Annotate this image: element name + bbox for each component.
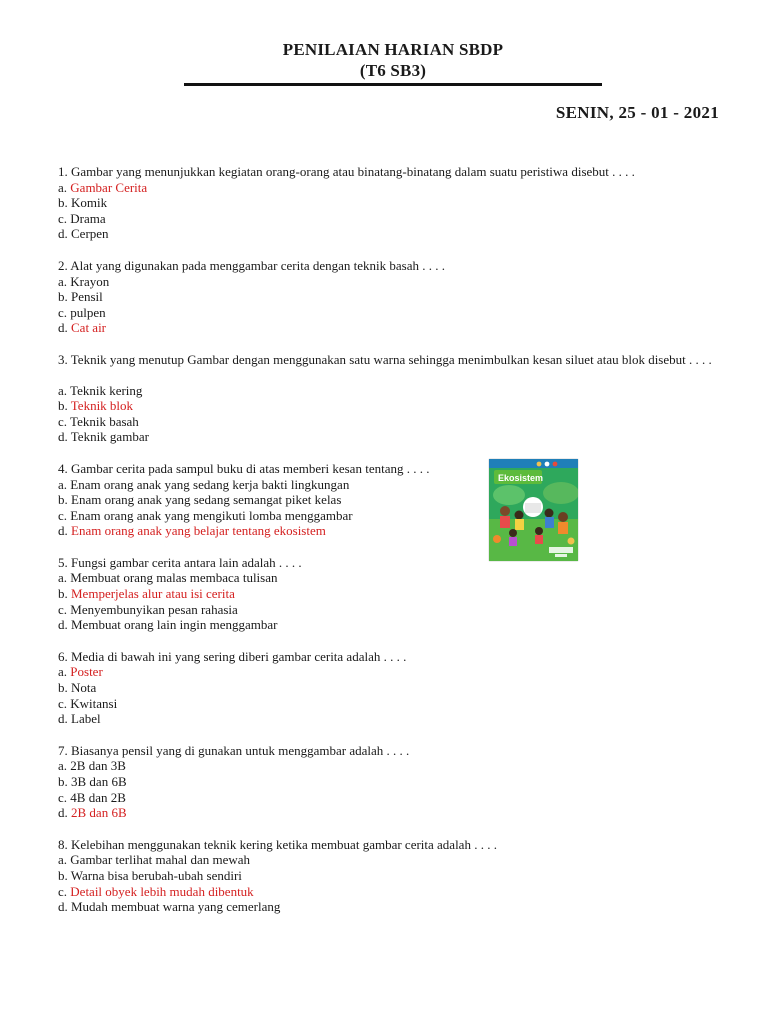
option-text: Cerpen <box>71 226 109 242</box>
answer-option <box>58 696 738 712</box>
option-text: Cat air <box>71 320 107 336</box>
option-letter: d. <box>58 226 71 242</box>
document-title: PENILAIAN HARIAN SBDP <box>282 40 504 59</box>
answer-option-correct <box>58 523 738 539</box>
answer-option <box>58 899 738 915</box>
option-letter: b. <box>58 586 71 602</box>
option-text: Pensil <box>71 289 103 305</box>
answer-option <box>58 570 738 586</box>
option-text: pulpen <box>70 304 106 320</box>
question-stem: 7. Biasanya pensil yang di gunakan untuk menggambar adalah . . . . <box>58 742 410 758</box>
answer-option <box>58 680 738 696</box>
answer-option <box>58 758 738 774</box>
question-list <box>58 164 738 931</box>
option-letter: b. <box>58 398 71 414</box>
option-letter: a. <box>58 852 71 868</box>
answer-option <box>58 852 738 868</box>
question-block <box>58 743 738 821</box>
answer-option <box>58 211 738 227</box>
option-letter: d. <box>58 899 71 915</box>
option-text: 4B dan 2B <box>70 789 126 805</box>
answer-option <box>58 868 738 884</box>
answer-option <box>58 226 738 242</box>
answer-option <box>58 274 738 290</box>
option-text: Krayon <box>70 273 110 289</box>
option-letter: c. <box>58 601 71 617</box>
answer-option <box>58 492 738 508</box>
question-stem: 8. Kelebihan menggunakan teknik kering ketika membuat gambar cerita adalah . . . . <box>58 836 497 852</box>
option-text: Drama <box>70 210 106 226</box>
option-text: Nota <box>71 680 97 696</box>
option-letter: b. <box>58 680 71 696</box>
option-text: Enam orang anak yang sedang semangat piket kelas <box>71 492 342 508</box>
option-text: Membuat orang malas membaca tulisan <box>70 570 278 586</box>
option-letter: d. <box>58 429 71 445</box>
option-text: 2B dan 6B <box>71 805 127 821</box>
option-text: Teknik basah <box>70 413 139 429</box>
option-letter: d. <box>58 320 71 336</box>
option-letter: b. <box>58 289 71 305</box>
answer-option <box>58 414 738 430</box>
option-letter: b. <box>58 867 71 883</box>
question-block <box>58 164 738 242</box>
option-text: Mudah membuat warna yang cemerlang <box>71 899 281 915</box>
answer-option-correct <box>58 805 738 821</box>
book-cover-title: Ekosistem <box>498 473 544 483</box>
option-text: Membuat orang lain ingin menggambar <box>71 617 278 633</box>
option-text: Komik <box>71 195 108 211</box>
answer-option <box>58 711 738 727</box>
option-text: 3B dan 6B <box>71 774 127 789</box>
answer-option-correct <box>58 586 738 602</box>
option-text: Enam orang anak yang sedang kerja bakti lingkungan <box>70 476 350 492</box>
option-letter: a. <box>58 570 71 586</box>
option-text: Enam orang anak yang mengikuti lomba menggambar <box>70 507 353 523</box>
option-text: Kwitansi <box>70 695 118 711</box>
answer-option-correct <box>58 398 738 414</box>
answer-option-correct <box>58 180 738 196</box>
option-letter: d. <box>58 617 71 633</box>
option-letter: a. <box>58 758 71 774</box>
question-block <box>58 649 738 727</box>
option-letter: c. <box>58 883 71 899</box>
option-letter: c. <box>58 210 71 226</box>
answer-option <box>58 195 738 211</box>
question-stem: 5. Fungsi gambar cerita antara lain adalah . . . . <box>58 554 302 570</box>
option-letter: c. <box>58 695 71 711</box>
option-letter: a. <box>58 664 71 680</box>
question-stem: 4. Gambar cerita pada sampul buku di atas memberi kesan tentang . . . . <box>58 460 430 476</box>
question-stem: 3. Teknik yang menutup Gambar dengan menggunakan satu warna sehingga menimbulkan kesan siluet atau blok disebut . . . . <box>58 351 712 367</box>
answer-option <box>58 305 738 321</box>
answer-option <box>58 383 738 399</box>
option-text: Detail obyek lebih mudah dibentuk <box>70 883 254 899</box>
option-text: Teknik kering <box>70 382 143 398</box>
option-letter: c. <box>58 304 71 320</box>
question-block <box>58 461 738 539</box>
title-underline <box>184 83 602 86</box>
option-text: Teknik gambar <box>70 429 149 445</box>
option-text: Memperjelas alur atau isi cerita <box>71 586 235 602</box>
answer-option <box>58 602 738 618</box>
answer-option <box>58 617 738 633</box>
book-cover-image <box>489 459 578 561</box>
option-letter: c. <box>58 789 71 805</box>
document-subtitle: (T6 SB3) <box>359 61 427 80</box>
option-text: Enam orang anak yang belajar tentang ekosistem <box>71 523 326 539</box>
answer-option <box>58 429 738 445</box>
option-letter: a. <box>58 476 71 492</box>
answer-option <box>58 790 738 806</box>
option-text: Poster <box>70 664 103 680</box>
question-block <box>58 837 738 915</box>
option-text: Gambar Cerita <box>70 179 148 195</box>
option-text: Teknik blok <box>70 398 134 414</box>
answer-option-correct <box>58 664 738 680</box>
book-cover-illustration <box>489 459 578 561</box>
option-letter: b. <box>58 195 71 211</box>
answer-option <box>58 508 738 524</box>
question-block <box>58 258 738 336</box>
option-letter: a. <box>58 382 71 398</box>
option-letter: c. <box>58 413 71 429</box>
option-text: 2B dan 3B <box>70 758 126 774</box>
option-text: Warna bisa berubah-ubah sendiri <box>70 867 242 883</box>
question-stem: 2. Alat yang digunakan pada menggambar cerita dengan teknik basah . . . . <box>58 257 445 273</box>
option-letter: a. <box>58 273 71 289</box>
option-letter: d. <box>58 523 71 539</box>
answer-option <box>58 289 738 305</box>
option-letter: a. <box>58 179 71 195</box>
option-text: Gambar terlihat mahal dan mewah <box>70 852 251 868</box>
option-letter: c. <box>58 507 71 523</box>
option-letter: d. <box>58 711 71 727</box>
option-letter: d. <box>58 805 71 821</box>
option-letter: b. <box>58 774 71 789</box>
question-block <box>58 555 738 633</box>
answer-option <box>58 774 738 790</box>
document-date: SENIN, 25 - 01 - 2021 <box>555 103 719 122</box>
option-text: Menyembunyikan pesan rahasia <box>70 601 238 617</box>
option-text: Label <box>71 711 101 727</box>
question-block <box>58 352 738 445</box>
answer-option-correct <box>58 320 738 336</box>
question-stem: 1. Gambar yang menunjukkan kegiatan orang-orang atau binatang-binatang dalam suatu peristiwa disebut . . . . <box>58 164 635 179</box>
answer-option <box>58 477 738 493</box>
option-letter: b. <box>58 492 71 508</box>
question-stem: 6. Media di bawah ini yang sering diberi gambar cerita adalah . . . . <box>58 648 407 664</box>
answer-option-correct <box>58 884 738 900</box>
